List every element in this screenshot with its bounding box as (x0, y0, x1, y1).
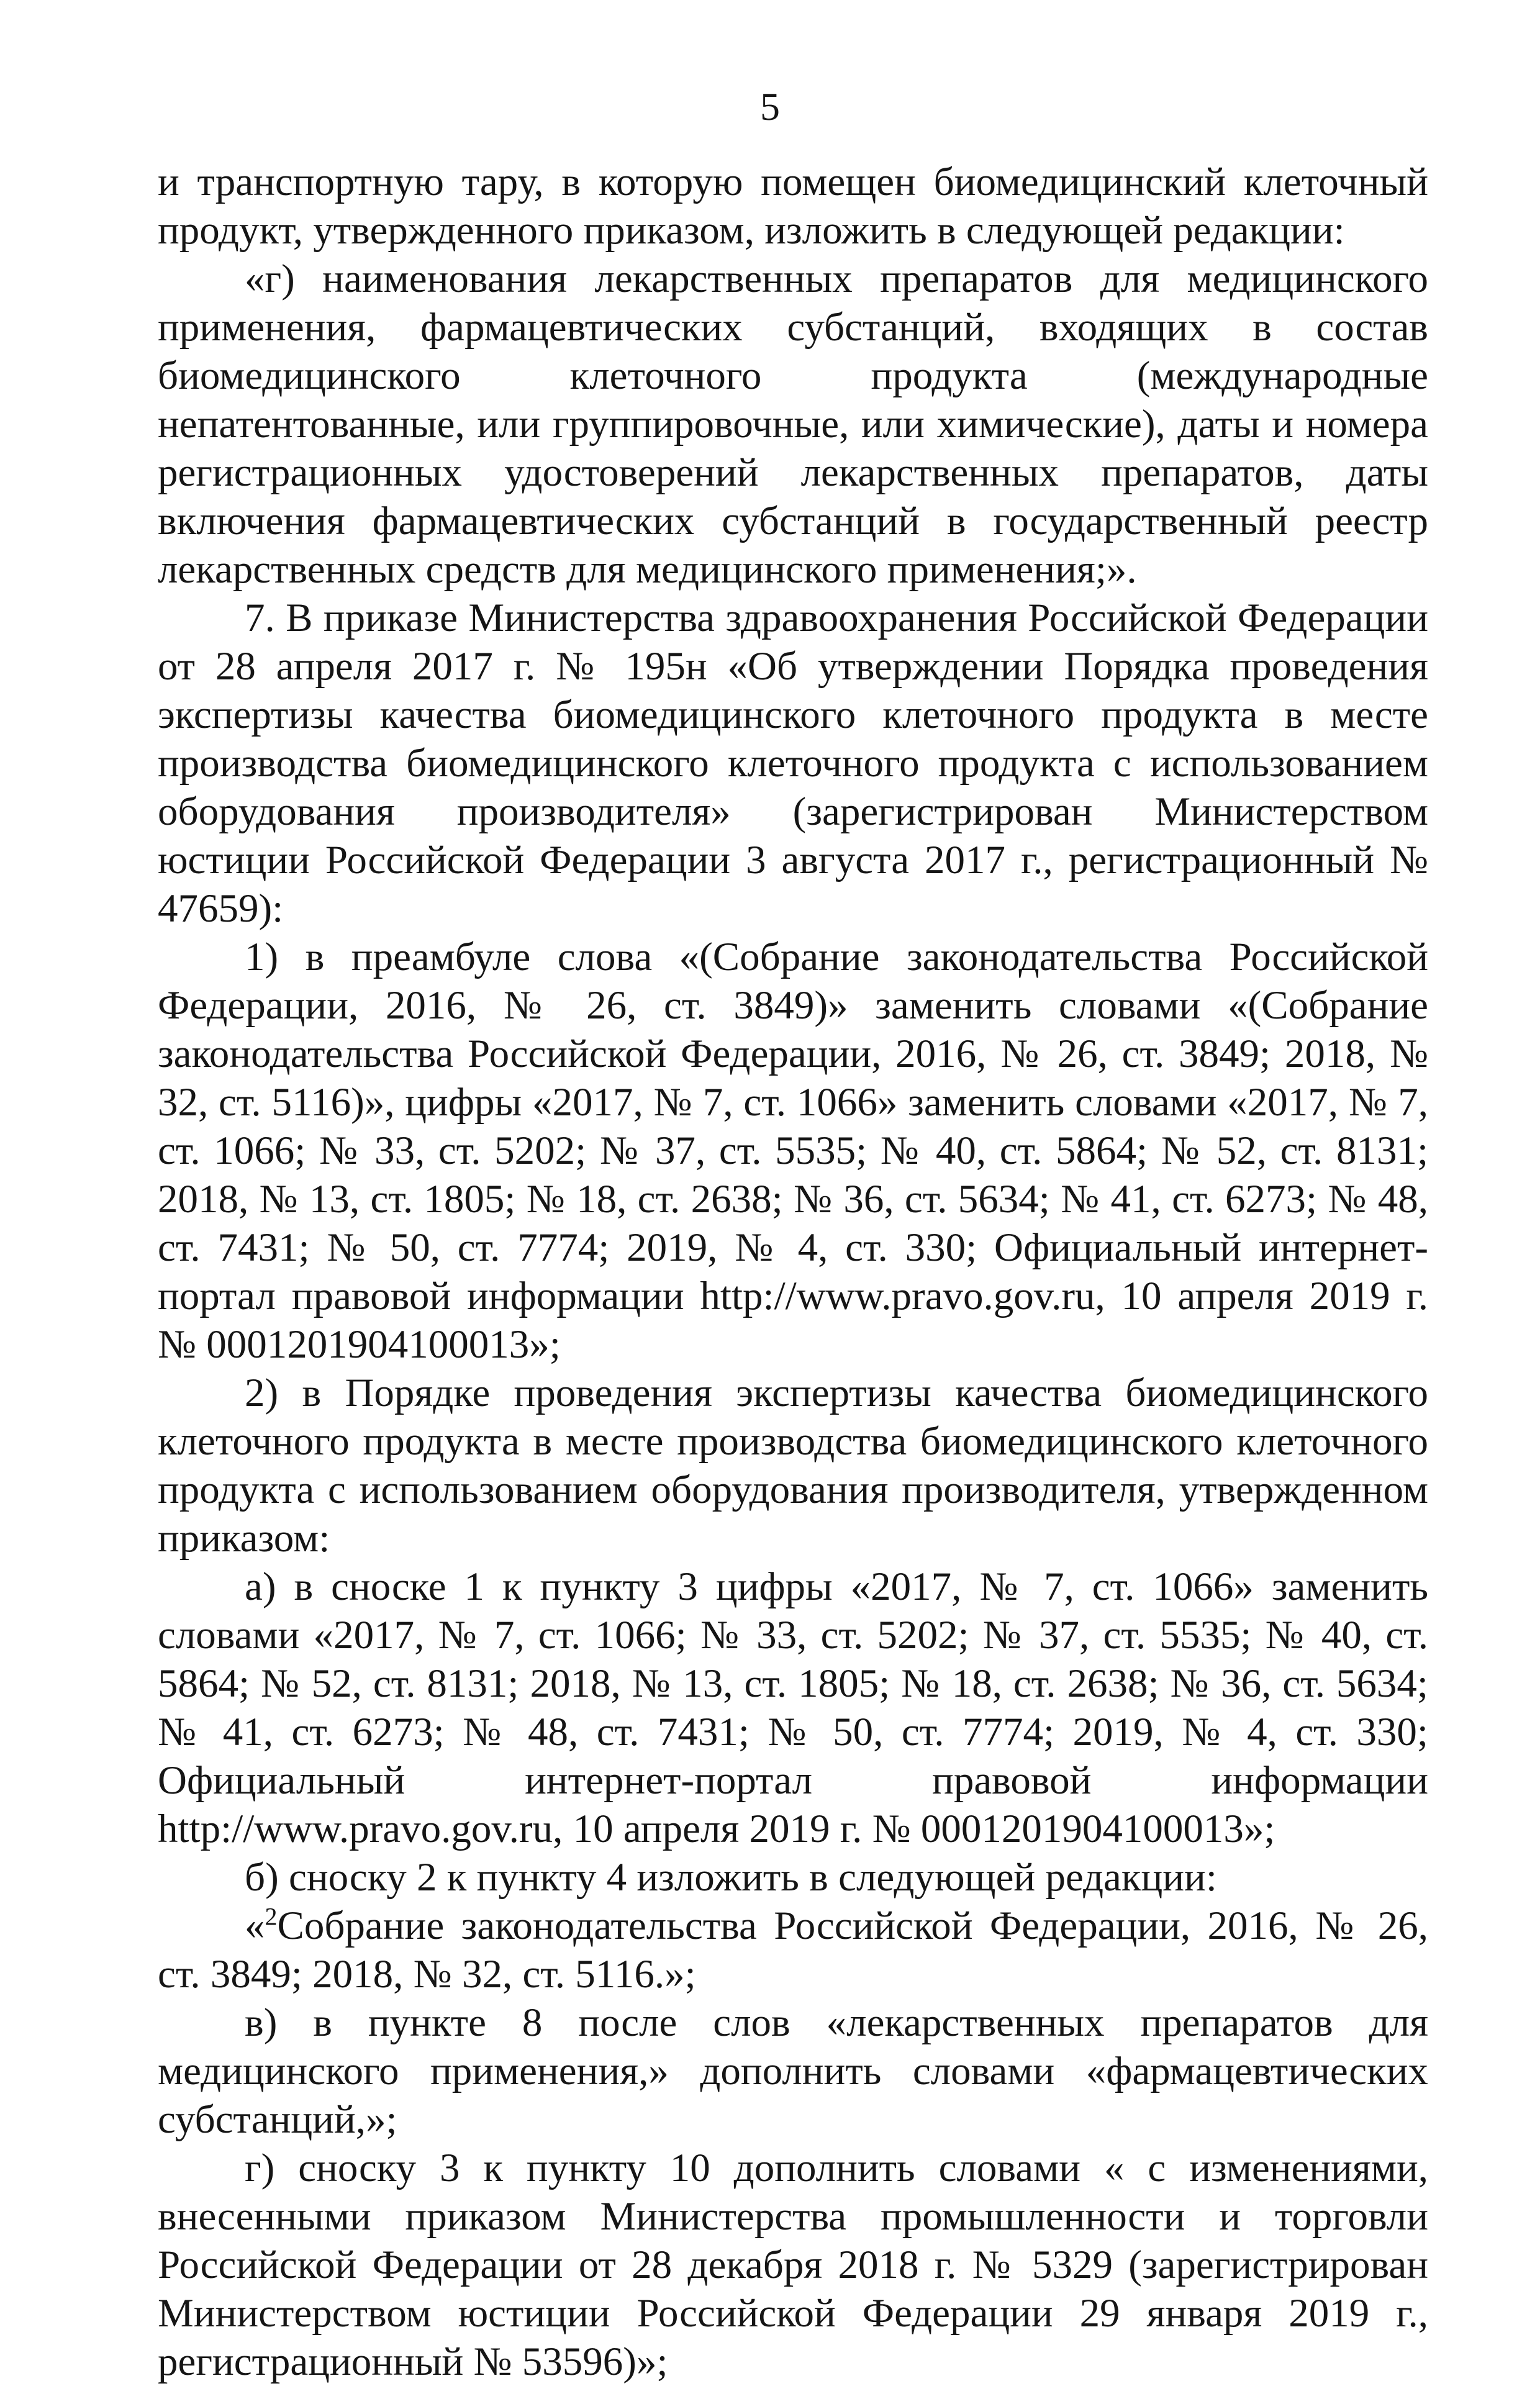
footnote-marker: 2 (265, 1902, 278, 1931)
paragraph-subpoint-2: 2) в Порядке проведения экспертизы качества биомедицинского клеточного продукта в месте производства биомедицинского клеточного продукта с использованием оборудования производителя, утвержденном приказом: (158, 1371, 1428, 1561)
paragraph-footnote-2-text (158, 1902, 1428, 1998)
footnote-2-content: Собрание законодательства Российской Федерации, 2016, № 26, ст. 3849; 2018, № 32, ст. 5116.»; (158, 1903, 1428, 1997)
page-number: 5 (760, 84, 780, 129)
paragraph-item-v: в) в пункте 8 после слов «лекарственных препаратов для медицинского применения,» дополнить словами «фармацевтических субстанций,»; (158, 2000, 1428, 2142)
paragraph-point-7: 7. В приказе Министерства здравоохранения Российской Федерации от 28 апреля 2017 г. № 195н «Об утверждении Порядка проведения экспертизы качества биомедицинского клеточного продукта в месте производства биомедицинского клеточного продукта с использованием оборудования производителя» (зарегистрирован Министерством юстиции Российской Федерации 3 августа 2017 г., регистрационный № 47659): (158, 596, 1428, 931)
paragraph-intro: и транспортную тару, в которую помещен биомедицинский клеточный продукт, утвержденного приказом, изложить в следующей редакции: (158, 160, 1428, 253)
document-body (158, 158, 1428, 2386)
paragraph-subpoint-1: 1) в преамбуле слова «(Собрание законодательства Российской Федерации, 2016, № 26, ст. 3849)» заменить словами «(Собрание законодательства Российской Федерации, 2016, № 26, ст. 3849; 2018, № 32, ст. 5116)», цифры «2017, № 7, ст. 1066» заменить словами «2017, № 7, ст. 1066; № 33, ст. 5202; № 37, ст. 5535; № 40, ст. 5864; № 52, ст. 8131; 2018, № 13, ст. 1805; № 18, ст. 2638; № 36, ст. 5634; № 41, ст. 6273; № 48, ст. 7431; № 50, ст. 7774; 2019, № 4, ст. 330; Официальный интернет-портал правовой информации http://www.pravo.gov.ru, 10 апреля 2019 г. № 0001201904100013»; (158, 935, 1428, 1367)
paragraph-item-a: а) в сноске 1 к пункту 3 цифры «2017, № 7, ст. 1066» заменить словами «2017, № 7, ст. 1066; № 33, ст. 5202; № 37, ст. 5535; № 40, ст. 5864; № 52, ст. 8131; 2018, № 13, ст. 1805; № 18, ст. 2638; № 36, ст. 5634; № 41, ст. 6273; № 48, ст. 7431; № 50, ст. 7774; 2019, № 4, ст. 330; Официальный интернет-портал правовой информации http://www.pravo.gov.ru, 10 апреля 2019 г. № 0001201904100013»; (158, 1564, 1428, 1851)
paragraph-item-g: г) сноску 3 к пункту 10 дополнить словами « с изменениями, внесенными приказом Министерства промышленности и торговли Российской Федерации от 28 декабря 2018 г. № 5329 (зарегистрирован Министерством юстиции Российской Федерации 29 января 2019 г., регистрационный № 53596)»; (158, 2146, 1428, 2384)
paragraph-item-g-text: «г) наименования лекарственных препаратов для медицинского применения, фармацевтических субстанций, входящих в состав биомедицинского клеточного продукта (международные непатентованные, или группировочные, или химические), даты и номера регистрационных удостоверений лекарственных препаратов, даты включения фармацевтических субстанций в государственный реестр лекарственных средств для медицинского применения;». (158, 256, 1428, 592)
opening-quote: « (245, 1903, 265, 1948)
paragraph-item-b: б) сноску 2 к пункту 4 изложить в следующей редакции: (245, 1855, 1217, 1900)
